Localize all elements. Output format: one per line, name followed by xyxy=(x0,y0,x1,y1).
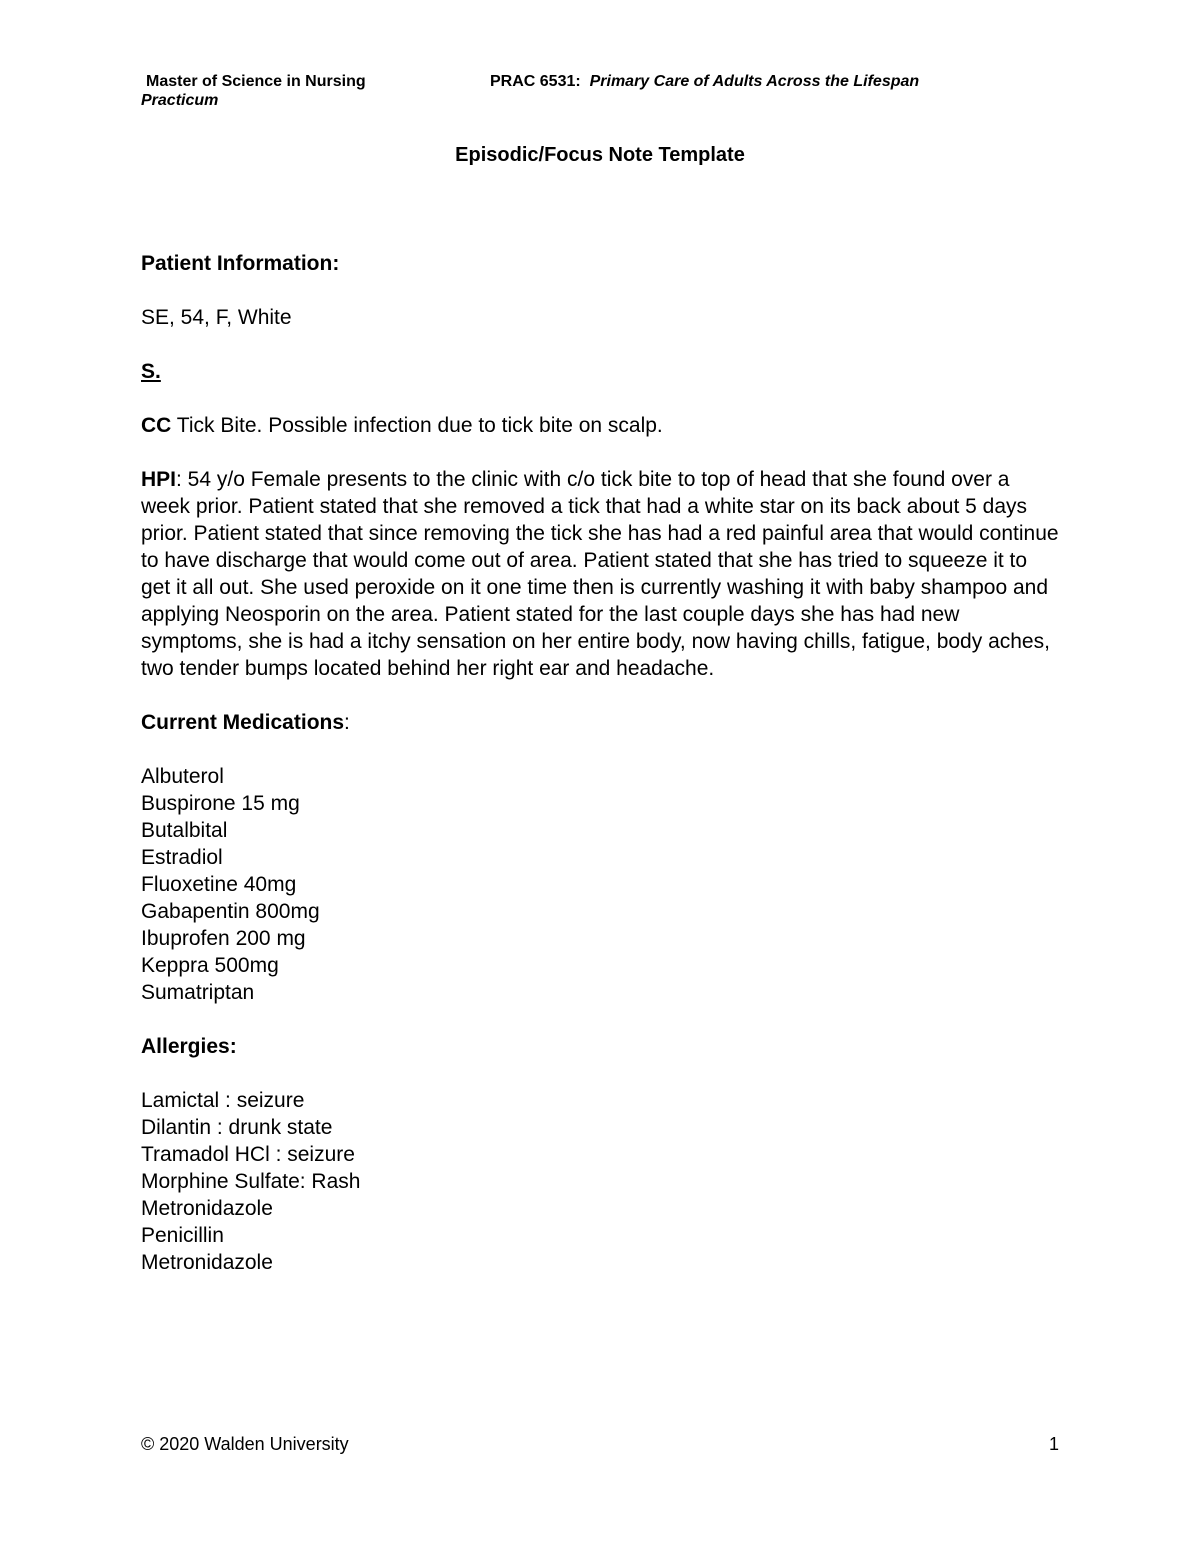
list-item: Metronidazole xyxy=(141,1251,273,1274)
hpi-paragraph xyxy=(141,466,1061,682)
medications-colon: : xyxy=(344,711,350,734)
header-program-line2: Practicum xyxy=(141,92,219,109)
medications-heading xyxy=(141,709,1061,736)
subjective-label: S. xyxy=(141,360,161,383)
page-footer xyxy=(141,1433,1059,1455)
header-course-code: PRAC 6531: xyxy=(490,73,581,90)
list-item: Metronidazole xyxy=(141,1197,273,1220)
medications-label: Current Medications xyxy=(141,711,345,734)
list-item: Gabapentin 800mg xyxy=(141,900,320,923)
patient-info-value: SE, 54, F, White xyxy=(141,306,292,329)
patient-info-label: Patient Information: xyxy=(141,252,340,275)
medications-list xyxy=(141,763,1061,1006)
list-item: Tramadol HCl : seizure xyxy=(141,1143,355,1166)
list-item: Buspirone 15 mg xyxy=(141,792,300,815)
header-program-line1: Master of Science in Nursing xyxy=(146,73,366,90)
list-item: Albuterol xyxy=(141,765,224,788)
list-item: Lamictal : seizure xyxy=(141,1089,305,1112)
header-course xyxy=(490,72,919,91)
copyright-text: © 2020 Walden University xyxy=(141,1434,349,1454)
list-item: Dilantin : drunk state xyxy=(141,1116,333,1139)
list-item: Ibuprofen 200 mg xyxy=(141,927,306,950)
hpi-label: HPI xyxy=(141,468,177,491)
cc-label: CC xyxy=(141,414,172,437)
page-number: 1 xyxy=(1048,1434,1059,1454)
chief-complaint xyxy=(141,412,1061,439)
list-item: Butalbital xyxy=(141,819,228,842)
hpi-text: : 54 y/o Female presents to the clinic with c/o tick bite to top of head that she found over a week prior. Patient stated that she removed a tick that had a white star on its back about 5 days prior. Patient stated that since removing the tick she has had a red painful area that would continue to have discharge that would come out of area. Patient stated that she has tried to squeeze it to get it all out. She used peroxide on it one time then is currently washing it with baby shampoo and applying Neosporin on the area. Patient stated for the last couple days she has had new symptoms, she is had a itchy sensation on her entire body, now having chills, fatigue, body aches, two tender bumps located behind her right ear and headache. xyxy=(141,468,1059,680)
list-item: Keppra 500mg xyxy=(141,954,279,977)
header-program xyxy=(141,72,366,110)
allergies-label: Allergies: xyxy=(141,1035,237,1058)
list-item: Morphine Sulfate: Rash xyxy=(141,1170,361,1193)
document-title: Episodic/Focus Note Template xyxy=(455,144,745,166)
header-course-title: Primary Care of Adults Across the Lifespan xyxy=(589,73,920,90)
list-item: Estradiol xyxy=(141,846,223,869)
note-body xyxy=(141,250,1061,1276)
cc-text: Tick Bite. Possible infection due to tick bite on scalp. xyxy=(171,414,663,437)
allergies-list xyxy=(141,1087,1061,1276)
list-item: Penicillin xyxy=(141,1224,224,1247)
list-item: Fluoxetine 40mg xyxy=(141,873,297,896)
list-item: Sumatriptan xyxy=(141,981,255,1004)
